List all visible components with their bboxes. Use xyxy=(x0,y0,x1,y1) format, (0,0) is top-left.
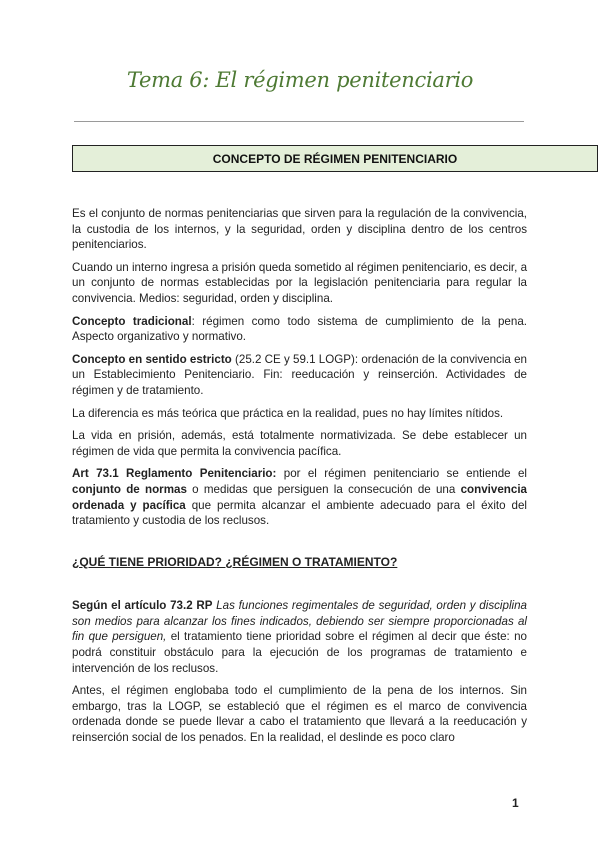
text: : régimen como todo sistema de cumplimiento de la pena. Aspecto organizativo y normativo. xyxy=(72,314,527,344)
paragraph-definition: Es el conjunto de normas penitenciarias que sirven para la regulación de la convivencia, la custodia de los internos, y la seguridad, orden y disciplina dentro de los centros penitenciarios. xyxy=(72,207,527,252)
text: (25.2 CE y 59.1 LOGP): ordenación de la convivencia en un Establecimiento Penitenciario. Fin: reeducación y reinserción. Actividades de régimen y de tratamiento. xyxy=(72,352,527,397)
section-heading-box: CONCEPTO DE RÉGIMEN PENITENCIARIO xyxy=(72,145,598,172)
paragraph-antes: Antes, el régimen englobaba todo el cumplimiento de la pena de los internos. Sin embargo, tras la LOGP, se estableció que el régimen es el marco de convivencia ordenada donde se puede llevar a cabo el tratamiento que llevará a la reeducación y reinserción social de los penados. En la realidad, el deslinde es poco claro xyxy=(72,684,527,745)
paragraph-vida-prision: La vida en prisión, además, está totalmente normativizada. Se debe establecer un régimen de vida que permita la convivencia pacífica. xyxy=(72,429,527,458)
quote: Las funciones regimentales de seguridad, orden y disciplina son medios para alcanzar los fines indicados, debiendo ser siempre proporcionadas al fin que persiguen, xyxy=(72,599,527,644)
term: Concepto tradicional xyxy=(72,314,192,328)
section-heading-prioridad: ¿QUÉ TIENE PRIORIDAD? ¿RÉGIMEN O TRATAMIENTO? xyxy=(72,554,398,569)
title-divider xyxy=(74,121,524,122)
document-body xyxy=(72,206,527,753)
bold-phrase: convivencia ordenada y pacífica xyxy=(72,482,527,512)
term: Concepto en sentido estricto xyxy=(72,352,232,366)
text: que permita alcanzar el ambiente adecuado para el éxito del tratamiento y custodia de los reclusos. xyxy=(72,498,528,528)
text: el tratamiento tiene prioridad sobre el régimen al decir que éste: no podrá constituir obstáculo para la ejecución de los programas de tratamiento e intervención de los reclusos. xyxy=(72,630,527,675)
paragraph-art-73-2 xyxy=(72,598,527,676)
text: o medidas que persiguen la consecución de una xyxy=(186,482,461,496)
paragraph-diferencia: La diferencia es más teórica que práctica en la realidad, pues no hay límites nítidos. xyxy=(72,406,504,420)
term: Según el artículo 73.2 RP xyxy=(72,599,213,613)
paragraph-interno: Cuando un interno ingresa a prisión queda sometido al régimen penitenciario, es decir, a un conjunto de normas establecidas por la legislación penitenciaria para regular la convivencia. Medios: seguridad, orden y disciplina. xyxy=(72,260,528,305)
text: por el régimen penitenciario se entiende el xyxy=(276,467,527,481)
paragraph-art-73-1 xyxy=(72,466,527,528)
paragraph-concepto-tradicional xyxy=(72,314,527,345)
term: Art 73.1 Reglamento Penitenciario: xyxy=(72,467,277,481)
page-number: 1 xyxy=(512,796,519,810)
bold-phrase: conjunto de normas xyxy=(72,482,187,496)
page-title: Tema 6: El régimen penitenciario xyxy=(126,68,474,92)
paragraph-concepto-estricto xyxy=(72,352,527,399)
